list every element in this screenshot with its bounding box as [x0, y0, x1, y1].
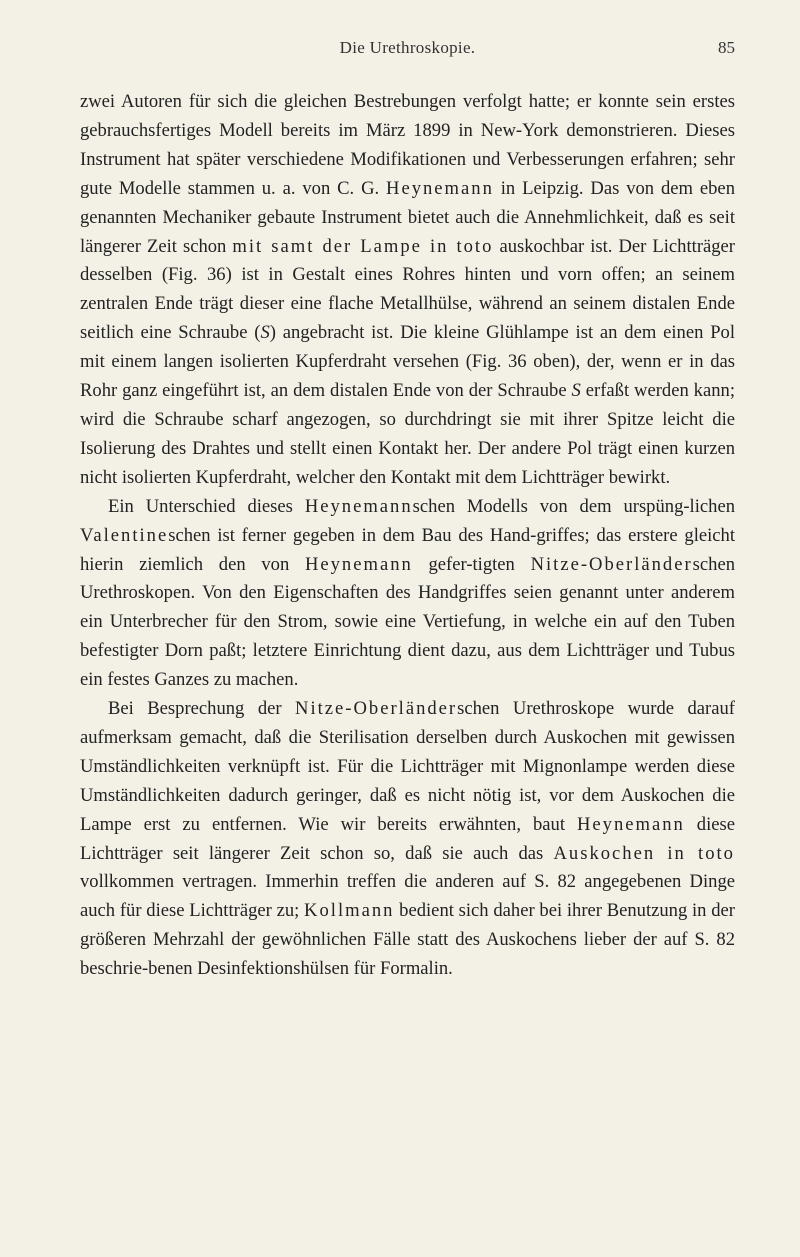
- spaced-name-text: Valentine: [80, 524, 169, 546]
- text-run: zwei Autoren für sich die gleichen Bestrebungen verfolgt hatte; er konnte sein erstes gebrauchsfertiges Modell bereits im März 1899 in New-York demonstrieren. Dieses Instrument hat später verschiedene Modifikationen und Verbesserungen erfahren; sehr gute Modelle stammen u. a. von C. G.: [80, 91, 735, 199]
- italic-text: S: [571, 380, 581, 402]
- spaced-name-text: mit samt der Lampe in toto: [232, 235, 494, 257]
- spaced-name-text: Heynemann: [576, 813, 685, 835]
- spaced-name-text: Auskochen in toto: [553, 842, 735, 864]
- running-title: Die Urethroskopie.: [339, 38, 476, 57]
- text-run: Bei Besprechung der: [108, 698, 296, 720]
- text-run: vollkommen vertragen. Immerhin treffen die anderen auf S. 82 angegebenen Dinge auch für diese Lichtträger zu;: [80, 871, 735, 922]
- italic-text: S: [260, 322, 270, 344]
- spaced-name-text: Heynemann: [304, 495, 413, 517]
- text-run: gefer-tigten: [412, 553, 531, 575]
- text-run: schen Modells von dem urspüng-lichen: [412, 495, 735, 517]
- running-head: [80, 38, 735, 68]
- body-text: [80, 88, 735, 984]
- text-run: in Leipzig. Das von dem eben genannten Mechaniker gebaute Instrument bietet auch die Annehmlichkeit, daß es seit längerer Zeit schon: [80, 177, 735, 257]
- spaced-name-text: Heynemann: [304, 553, 413, 575]
- text-run: auskochbar ist. Der Lichtträger desselben (Fig. 36) ist in Gestalt eines Rohres hinten und vorn offen; an seinem zentralen Ende trägt dieser eine flache Metallhülse, während an seinem distalen Ende seitlich eine Schraube (: [80, 235, 736, 344]
- text-run: Ein Unterschied dieses: [108, 495, 305, 517]
- spaced-name-text: Kollmann: [304, 900, 395, 922]
- spaced-name-text: Nitze-Oberländer: [530, 553, 693, 575]
- spaced-name-text: Heynemann: [386, 177, 494, 199]
- text-run: diese Lichtträger seit längerer Zeit schon so, daß sie auch das: [80, 813, 735, 864]
- text-run: schen Urethroskopen. Von den Eigenschaften des Handgriffes seien genannt unter anderem ein Unterbrecher für den Strom, sowie eine Vertiefung, in welche ein auf den Tuben befestigter Dorn paßt; letztere Einrichtung dient dazu, aus dem Lichtträger und Tubus ein festes Ganzes zu machen.: [80, 553, 735, 691]
- text-run: ) angebracht ist. Die kleine Glühlampe ist an dem einen Pol mit einem langen isolierten Kupferdraht versehen (Fig. 36 oben), der, wenn er in das Rohr ganz eingeführt ist, an dem distalen Ende von der Schraube: [80, 322, 735, 402]
- page-number: 85: [718, 38, 735, 57]
- spaced-name-text: Nitze-Oberländer: [295, 698, 458, 720]
- paragraph-2: [80, 493, 735, 695]
- text-run: schen Urethroskope wurde darauf aufmerksam gemacht, daß die Sterilisation derselben durch Auskochen mit gewissen Umständlichkeiten verknüpft ist. Für die Lichtträger mit Mignonlampe werden diese Umständlichkeiten dadurch geringer, daß es nicht nötig ist, vor dem Auskochen die Lampe erst zu entfernen. Wie wir bereits erwähnten, baut: [80, 698, 735, 835]
- text-run: bedient sich daher bei ihrer Benutzung in der größeren Mehrzahl der gewöhnlichen Fälle statt des Auskochens lieber der auf S. 82 beschrie-benen Desinfektionshülsen für Formalin.: [80, 900, 735, 980]
- text-run: erfaßt werden kann; wird die Schraube scharf angezogen, so durchdringt sie mit ihrer Spitze leicht die Isolierung des Drahtes und stellt einen Kontakt her. Der andere Pol trägt einen kurzen nicht isolierten Kupferdraht, welcher den Kontakt mit dem Lichtträger bewirkt.: [80, 380, 735, 488]
- paragraph-1: [80, 88, 735, 493]
- paragraph-3: [80, 695, 735, 984]
- text-run: schen ist ferner gegeben in dem Bau des Hand-griffes; das erstere gleicht hierin ziemlich den von: [80, 524, 735, 575]
